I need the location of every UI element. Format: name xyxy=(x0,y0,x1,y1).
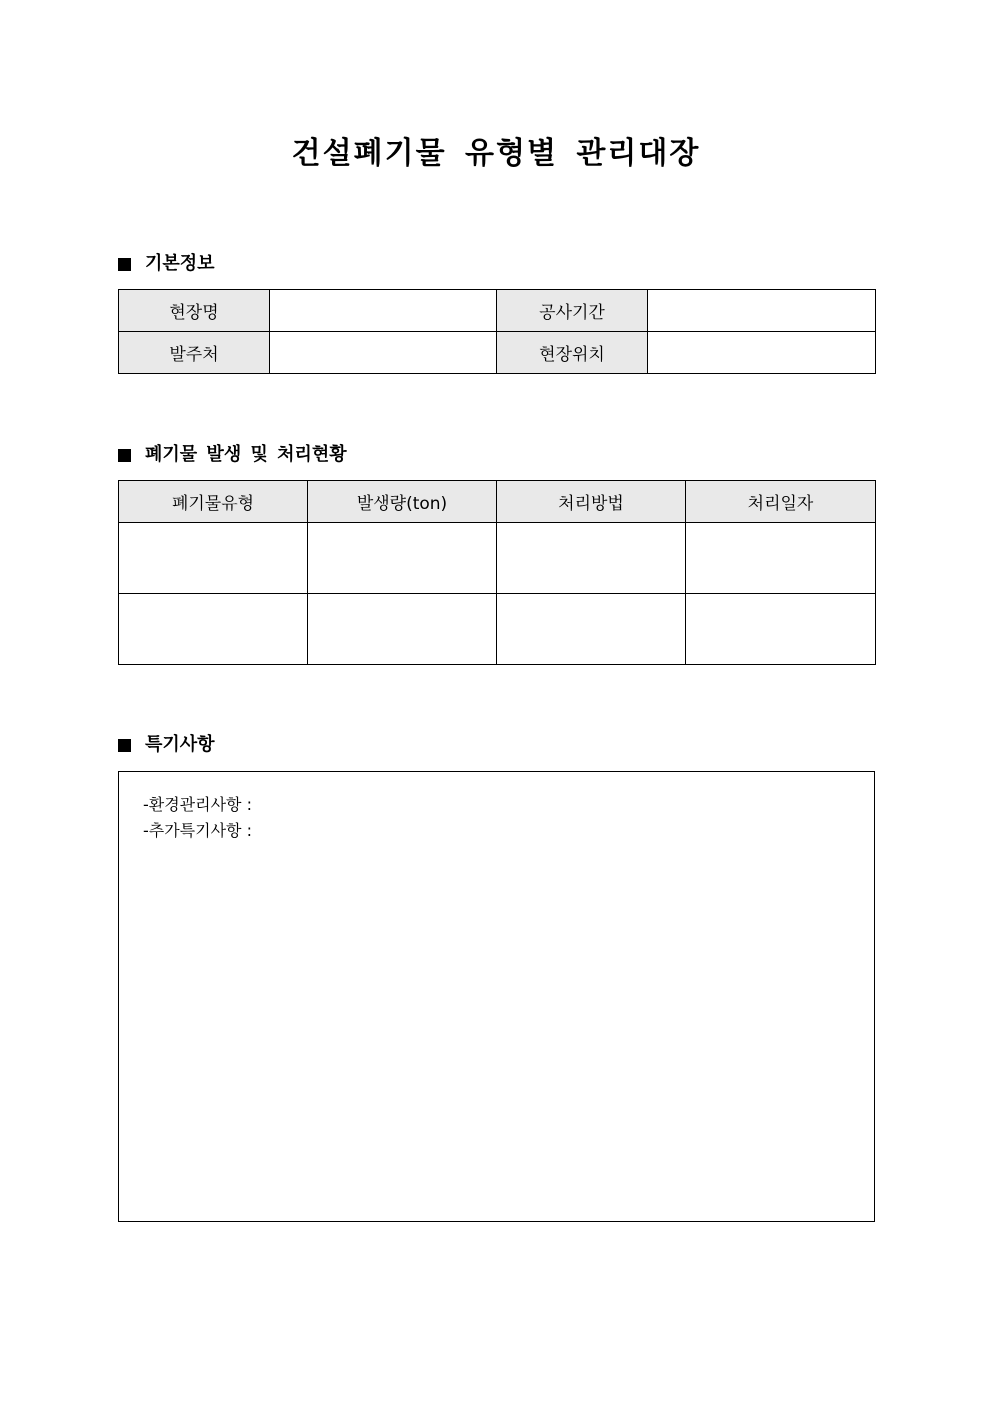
site-location-label: 현장위치 xyxy=(497,332,648,374)
client-label: 발주처 xyxy=(119,332,270,374)
date-cell[interactable] xyxy=(686,523,876,594)
column-header-method: 처리방법 xyxy=(497,481,686,523)
document-title: 건설폐기물 유형별 관리대장 xyxy=(291,136,701,171)
square-bullet-icon xyxy=(118,258,131,271)
notes-box[interactable] xyxy=(118,771,875,1222)
waste-type-cell[interactable] xyxy=(119,594,308,665)
table-row xyxy=(119,523,876,594)
column-header-date: 처리일자 xyxy=(686,481,876,523)
date-cell[interactable] xyxy=(686,594,876,665)
column-header-amount: 발생량(ton) xyxy=(308,481,497,523)
section-heading-label: 기본정보 xyxy=(145,253,215,274)
table-row xyxy=(119,290,876,332)
site-name-field[interactable] xyxy=(270,290,497,332)
amount-cell[interactable] xyxy=(308,594,497,665)
site-name-label: 현장명 xyxy=(119,290,270,332)
section-heading-basic-info xyxy=(118,252,215,276)
method-cell[interactable] xyxy=(497,594,686,665)
square-bullet-icon xyxy=(118,739,131,752)
section-heading-notes xyxy=(118,733,215,757)
construction-period-label: 공사기간 xyxy=(497,290,648,332)
table-row xyxy=(119,332,876,374)
environment-management-note: -환경관리사항 : xyxy=(143,795,252,814)
amount-cell[interactable] xyxy=(308,523,497,594)
section-heading-waste xyxy=(118,443,347,467)
section-heading-label: 특기사항 xyxy=(145,734,215,755)
waste-status-table xyxy=(118,480,876,665)
waste-type-cell[interactable] xyxy=(119,523,308,594)
site-location-field[interactable] xyxy=(648,332,876,374)
table-row xyxy=(119,594,876,665)
column-header-waste-type: 폐기물유형 xyxy=(119,481,308,523)
table-header-row xyxy=(119,481,876,523)
construction-period-field[interactable] xyxy=(648,290,876,332)
basic-info-table xyxy=(118,289,876,374)
client-field[interactable] xyxy=(270,332,497,374)
square-bullet-icon xyxy=(118,449,131,462)
additional-notes: -추가특기사항 : xyxy=(143,821,252,840)
method-cell[interactable] xyxy=(497,523,686,594)
section-heading-label: 폐기물 발생 및 처리현황 xyxy=(145,444,347,465)
